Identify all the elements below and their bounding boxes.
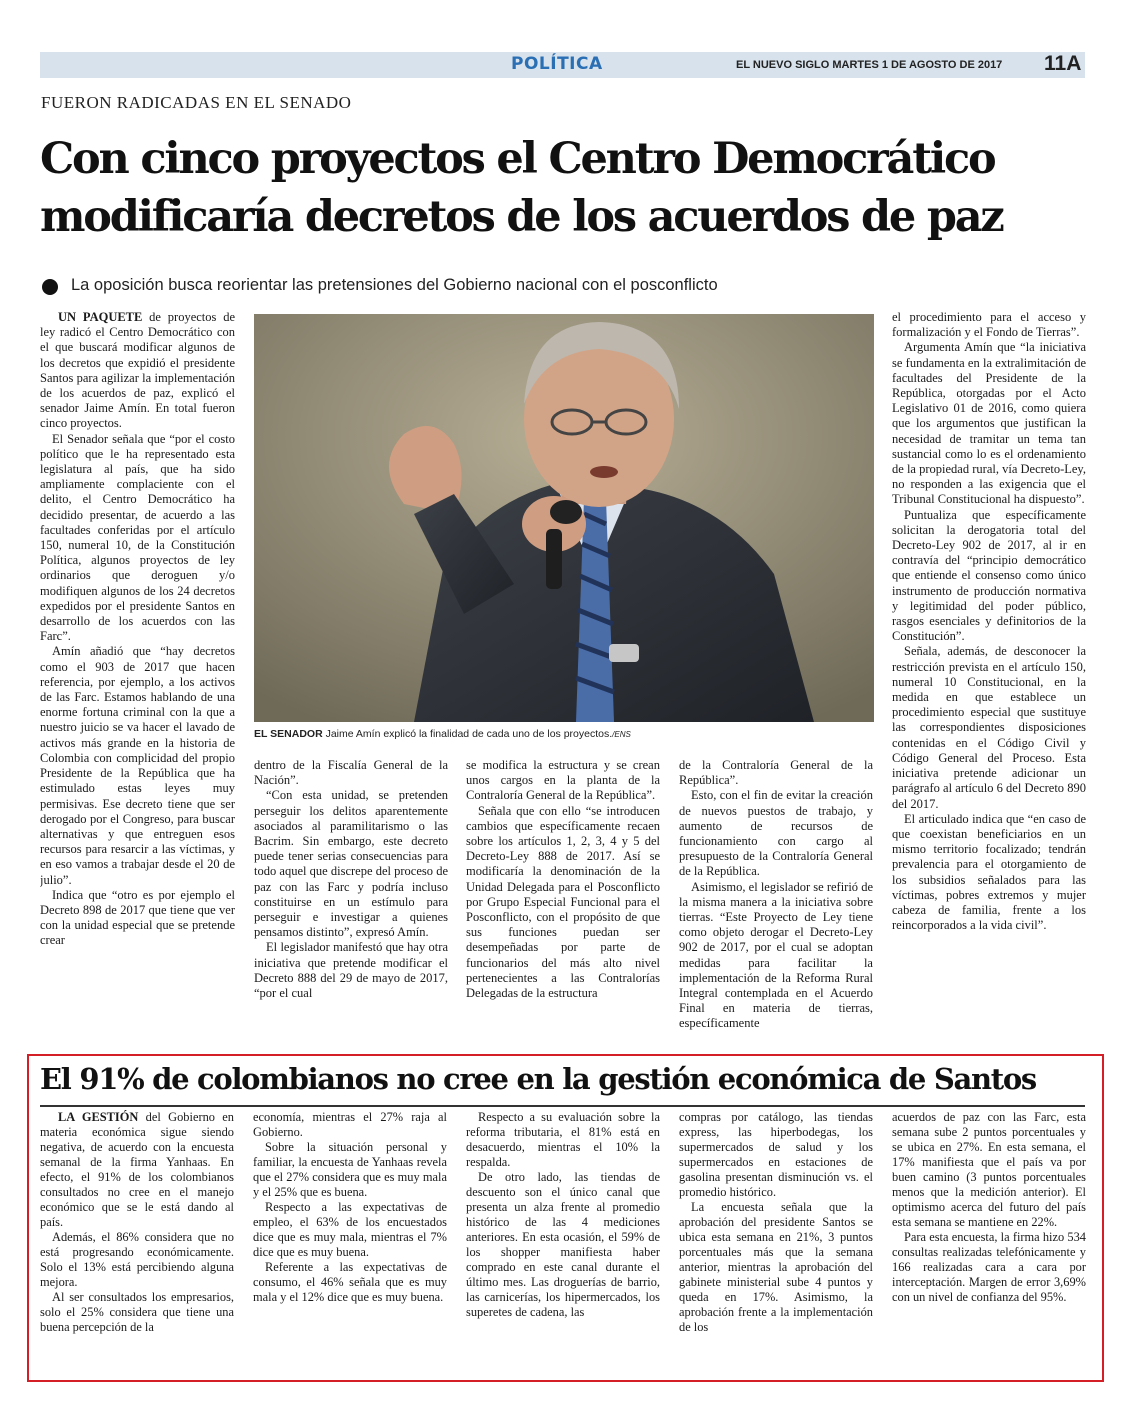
kicker: FUERON RADICADAS EN EL SENADO bbox=[41, 93, 352, 112]
article-column-1 bbox=[40, 310, 235, 1030]
paragraph: dentro de la Fiscalía General de la Nación”. bbox=[254, 758, 448, 788]
paragraph: de la Contraloría General de la República”. bbox=[679, 758, 873, 788]
paragraph: Puntualiza que específicamente solicitan la derogatoria total del Decreto-Ley 902 de 2017, al ir en contravía del “principio democrático que entiende el consenso como único instrumento de producción normativa y legitimidad del poder público, rasgos esenciales y definitorios de la Constitución”. bbox=[892, 507, 1086, 644]
paragraph: El Senador señala que “por el costo político que le ha representado esta legislatura al país, que ha sido ampliamente complaciente con el delito, el Centro Democrático ha decidido presentar, de acuerdo a las facultades conferidas por el artículo 150, numeral 10, de la Constitución Política, algunos proyectos de ley ordinarios que deroguen y/o modifiquen algunos de los 24 decretos expedidos por el presidente Santos en desarrollo de los acuerdos con las Farc”. bbox=[40, 431, 235, 644]
page-number: 11A bbox=[1044, 52, 1082, 75]
dateline: EL NUEVO SIGLO MARTES 1 DE AGOSTO DE 2017 bbox=[736, 59, 1003, 71]
paragraph: de proyectos de ley radicó el Centro Democrático con el que buscará modificar algunos de los decretos que expidió el presidente Santos para agilizar la implementación de los acuerdos de paz, explicó el senador Jaime Amín. En total fueron cinco proyectos. bbox=[40, 310, 235, 431]
article-column-3 bbox=[466, 758, 660, 1038]
box-column-5 bbox=[892, 1110, 1086, 1370]
paragraph: el procedimiento para el acceso y formalización y el Fondo de Tierras”. bbox=[892, 310, 1086, 340]
article-column-5 bbox=[892, 310, 1086, 1038]
paragraph: Esto, con el fin de evitar la creación de nuevos puestos de trabajo, y aumento de recursos de funcionamiento con cargo al presupuesto de la Contraloría General de la República. bbox=[679, 788, 873, 879]
box-column-3 bbox=[466, 1110, 660, 1370]
box-column-4 bbox=[679, 1110, 873, 1370]
article-column-4 bbox=[679, 758, 873, 1038]
caption-label: EL SENADOR bbox=[254, 728, 323, 740]
paragraph: “Con esta unidad, se pretenden perseguir los delitos aparentemente asociados al paramilitarismo o las Bacrim. Sin embargo, este decreto puede tener serias consecuencias para todo aquel que discrepe del proceso de paz con las Farc y podría incluso constituirse en un estímulo para perseguir e investigar a quienes pensamos distinto”, expresó Amín. bbox=[254, 788, 448, 940]
caption-text: Jaime Amín explicó la finalidad de cada uno de los proyectos. bbox=[322, 728, 613, 740]
paragraph: El articulado indica que “en caso de que coexistan beneficiarios en un mismo territorio focalizado; tendrán prevalencia para el otorgamiento de los subsidios señalados para las víctimas, pobres extremos y mujer cabeza de familia, frente a los reincorporados a la vida civil”. bbox=[892, 811, 1086, 933]
senator-photo bbox=[254, 314, 874, 722]
paragraph: La encuesta señala que la aprobación del presidente Santos se ubica esta semana en 21%, 3 puntos porcentuales más que la semana anterior, mientras la aprobación del gabinete ministerial sube 4 puntos y queda en 17%. Asimismo, la aprobación frente a la implementación de los bbox=[679, 1200, 873, 1334]
lead-in: LA GESTIÓN bbox=[58, 1110, 139, 1124]
paragraph: compras por catálogo, las tiendas express, las hiperbodegas, los supermercados de salud y los supermercados en estaciones de gasolina presentan disminución vs. el promedio histórico. bbox=[679, 1110, 873, 1199]
paragraph: Respecto a su evaluación sobre la reforma tributaria, el 81% está en desacuerdo, mientras el 10% la respalda. bbox=[466, 1110, 660, 1169]
paragraph: Indica que “otro es por ejemplo el Decreto 898 de 2017 que tiene que ver con la unidad especial que se pretende crear bbox=[40, 887, 235, 948]
box-column-1 bbox=[40, 1110, 234, 1370]
paragraph: se modifica la estructura y se crean unos cargos en la planta de la Contraloría General de la República”. bbox=[466, 758, 660, 803]
paragraph: De otro lado, las tiendas de descuento son el único canal que presenta un alza frente al promedio histórico de las 4 mediciones anteriores. En esta ocasión, el 59% de los shopper manifiesta haber comprado en este canal durante el último mes. Las droguerías de barrio, las carnicerías, los hipermercados, los superetes de cadena, las bbox=[466, 1170, 660, 1319]
caption-credit: /ENS bbox=[612, 730, 631, 739]
headline-line-2: modificaría decretos de los acuerdos de paz bbox=[40, 192, 1003, 242]
article-column-2 bbox=[254, 758, 448, 1038]
paragraph: del Gobierno en materia económica sigue siendo negativa, de acuerdo con la encuesta semanal de la firma Yanhaas. En efecto, el 91% de los colombianos consultados no cree en el manejo económico que se le está dando al país. bbox=[40, 1110, 234, 1229]
headline-line-1: Con cinco proyectos el Centro Democrático bbox=[40, 134, 995, 184]
paragraph: Referente a las expectativas de consumo, el 46% señala que es muy mala y el 12% dice que es muy buena. bbox=[253, 1260, 447, 1304]
lead-in: UN PAQUETE bbox=[58, 310, 143, 324]
paragraph: Amín añadió que “hay decretos como el 903 de 2017 que hacen referencia, por ejemplo, a los activos de las Farc. Estamos hablando de una enorme fortuna criminal con la que a nuestro juicio se va hacer el lavado de activos más grande en la historia de Colombia con complicidad del propio Presidente de la República que ha estimulado estas leyes muy permisivas. Ese decreto tiene que ser derogado por el Congreso, para buscar alternativas y que entreguen esos recursos para resarcir a las víctimas, y en eso vamos a trabajar desde el 20 de julio”. bbox=[40, 644, 235, 887]
paragraph: Señala, además, de desconocer la restricción prevista en el artículo 150, numeral 10 Constitucional, en la medida en que establece un procedimiento especial que sustituye las correspondientes disposiciones contenidas en el Código Civil y Código General del Proceso. Esta iniciativa pretende adicionar un parágrafo al artículo 6 del Decreto 890 del 2017. bbox=[892, 644, 1086, 811]
paragraph: Al ser consultados los empresarios, solo el 25% considera que tiene una buena percepción de la bbox=[40, 1290, 234, 1334]
paragraph: acuerdos de paz con las Farc, esta semana sube 2 puntos porcentuales y se ubica en 27%. En esta semana, el 17% manifiesta que el país va por buen camino (3 puntos porcentuales menos que la medición anterior). El optimismo acerca del futuro del país esta semana se mantiene en 22%. bbox=[892, 1110, 1086, 1229]
headline bbox=[40, 130, 1100, 246]
section-label: POLÍTICA bbox=[511, 54, 603, 74]
sidebar-story-title: El 91% de colombianos no cree en la gestión económica de Santos bbox=[40, 1062, 1036, 1096]
paragraph: Además, el 86% considera que no está progresando económicamente. Solo el 13% está percibiendo alguna mejora. bbox=[40, 1230, 234, 1289]
bullet-icon bbox=[42, 279, 58, 295]
paragraph: Sobre la situación personal y familiar, la encuesta de Yanhaas revela que el 27% considera que es muy mala y el 25% que es buena. bbox=[253, 1140, 447, 1199]
divider bbox=[40, 1105, 1085, 1107]
paragraph: Para esta encuesta, la firma hizo 534 consultas realizadas telefónicamente y 166 realizadas cara a cara por interceptación. Margen de error 3,69% con un nivel de confianza del 95%. bbox=[892, 1230, 1086, 1304]
paragraph: Respecto a las expectativas de empleo, el 63% de los encuestados dice que es muy mala, mientras el 7% dice que es muy buena. bbox=[253, 1200, 447, 1259]
paragraph: Señala que con ello “se introducen cambios que específicamente recaen sobre los artículos 1, 2, 3, 4 y 5 del Decreto-Ley 888 de 2017. Así se modificaría la denominación de la Unidad Delegada para el Posconflicto por Grupo Especial Funcional para el Posconflicto, con el propósito de que sus funciones puedan ser desempeñadas por parte de funcionarios del más alto nivel pertenecientes a las Contralorías Delegadas de la estructura bbox=[466, 803, 660, 1001]
subhead: La oposición busca reorientar las pretensiones del Gobierno nacional con el posconflicto bbox=[71, 276, 718, 294]
photo-illustration bbox=[254, 314, 874, 722]
photo-caption bbox=[254, 728, 874, 740]
paragraph: Asimismo, el legislador se refirió de la misma manera a la iniciativa sobre tierras. “Este Proyecto de Ley tiene como objeto derogar el Decreto-Ley 902 de 2017, por el cual se adoptan medidas para facilitar la implementación de la Reforma Rural Integral contemplada en el Acuerdo Final en materia de tierras, específicamente bbox=[679, 879, 873, 1031]
paragraph: economía, mientras el 27% raja al Gobierno. bbox=[253, 1110, 447, 1139]
paragraph: Argumenta Amín que “la iniciativa se fundamenta en la extralimitación de facultades del Presidente de la República, otorgadas por el Acto Legislativo 01 de 2016, como quiera que los argumentos que justifican la necesidad de tramitar un tema tan sustancial como lo es el ordenamiento de la propiedad rural, vía Decreto-Ley, no responden a las exigencia que el Tribunal Constitucional ha dispuesto”. bbox=[892, 340, 1086, 507]
box-column-2 bbox=[253, 1110, 447, 1370]
paragraph: El legislador manifestó que hay otra iniciativa que pretende modificar el Decreto 888 del 29 de mayo de 2017, “por el cual bbox=[254, 940, 448, 1001]
